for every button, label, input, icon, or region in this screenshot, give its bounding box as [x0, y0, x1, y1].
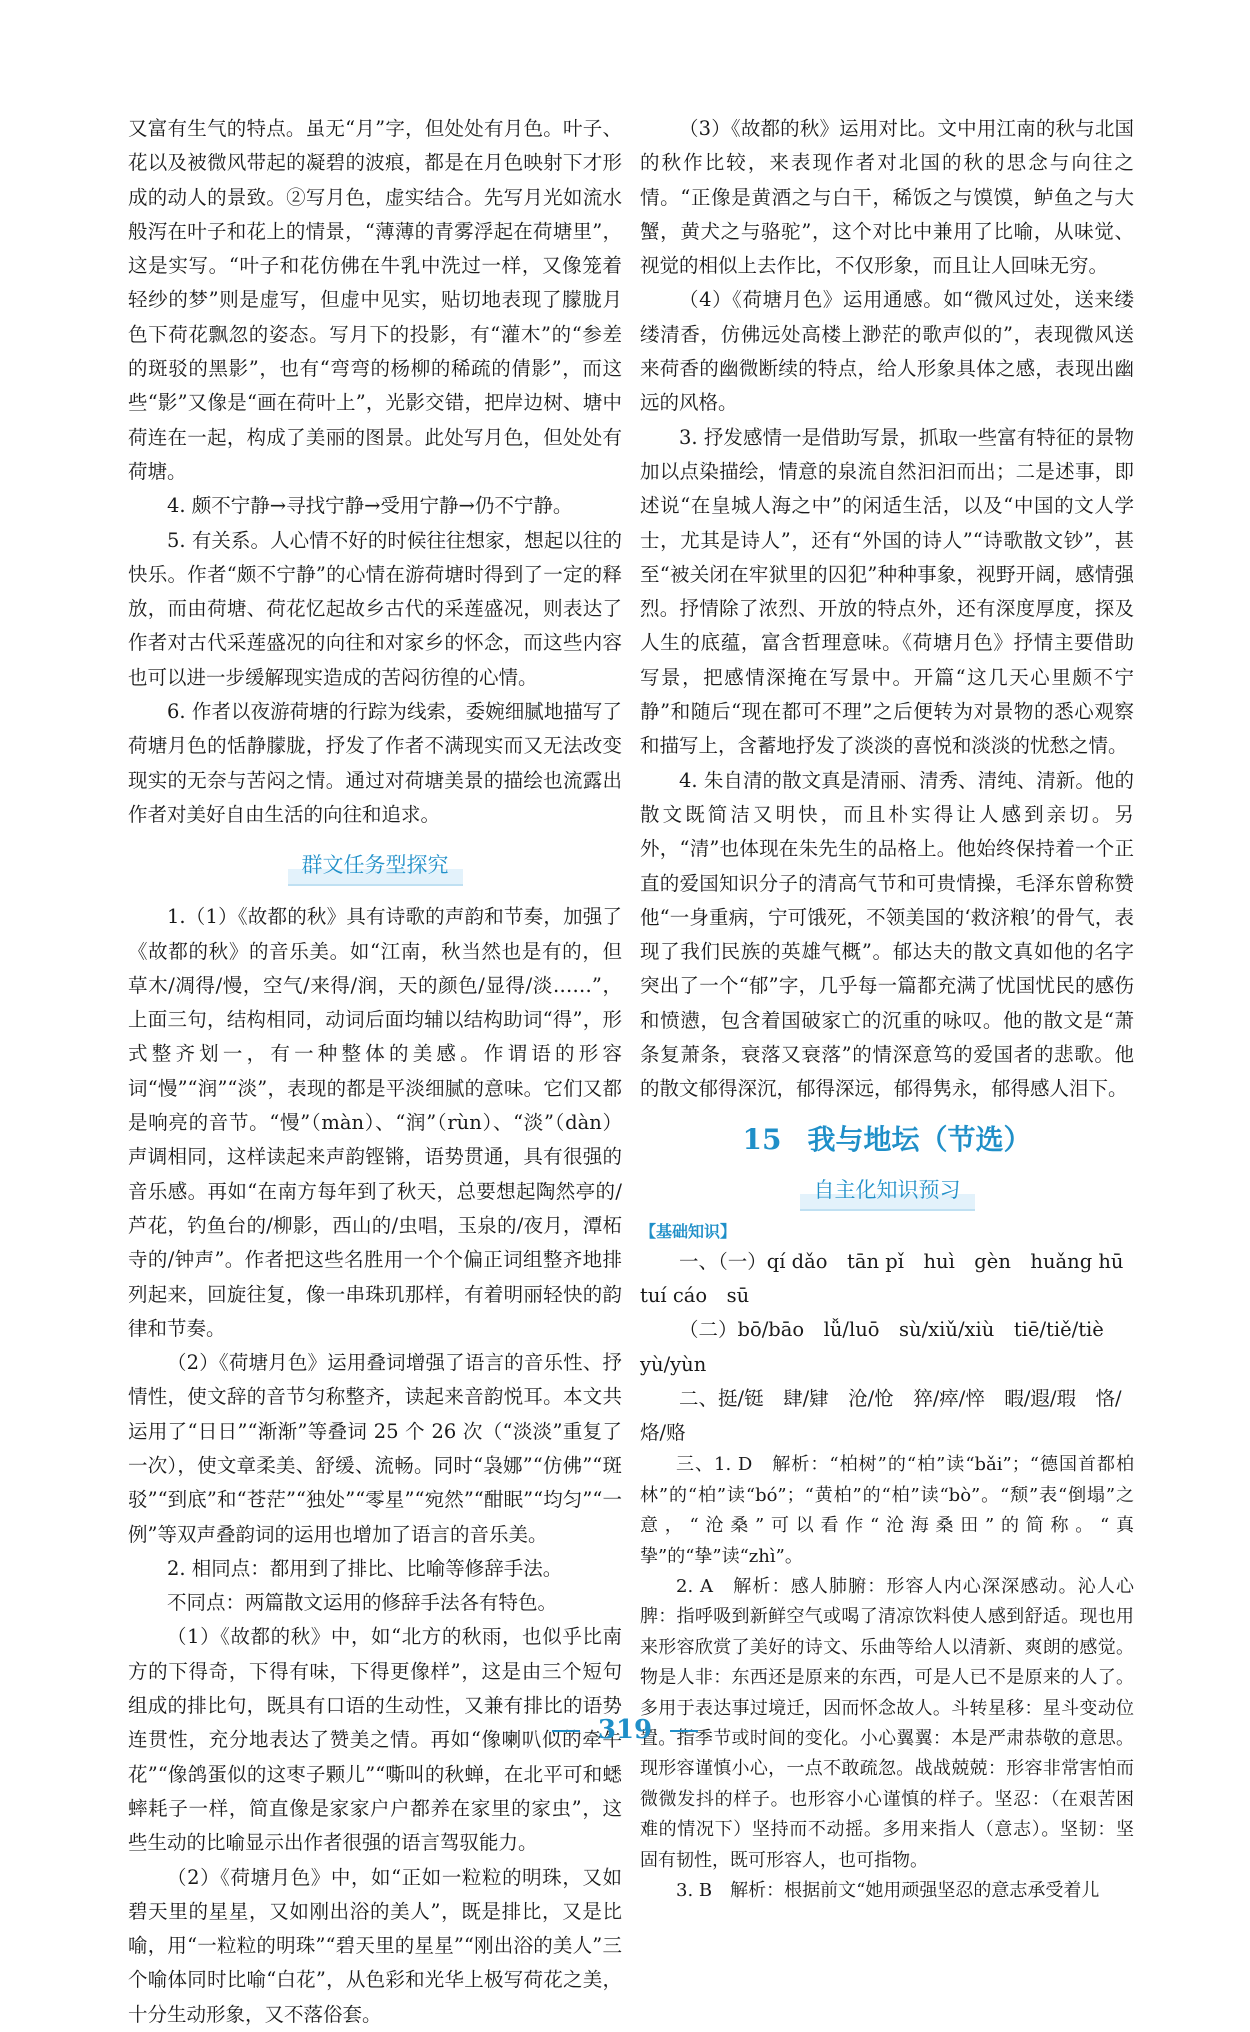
- paragraph: 又富有生气的特点。虽无“月”字，但处处有月色。叶子、花以及被微风带起的凝碧的波痕，都是在月色映射下才形成的动人的景致。②写月色，虚实结合。先写月光如流水般泻在叶子和花上的情景，“薄薄的青雾浮起在荷塘里”，这是实写。“叶子和花仿佛在牛乳中洗过一样，又像笼着轻纱的梦”则是虚写，但虚中见实，贴切地表现了朦胧月色下荷花飘忽的姿态。写月下的投影，有“灌木”的“参差的斑驳的黑影”，也有“弯弯的杨柳的稀疏的倩影”，而这些“影”又像是“画在荷叶上”，光影交错，把岸边树、塘中荷连在一起，构成了美丽的图景。此处写月色，但处处有荷塘。: [128, 117, 622, 483]
- lesson-number: 15: [742, 1122, 782, 1156]
- section-title: [640, 1171, 1134, 1209]
- paragraph: （2）《荷塘月色》中，如“正如一粒粒的明珠，又如碧天里的星星，又如刚出浴的美人”，既是排比，又是比喻，用“一粒粒的明珠”“碧天里的星星”“刚出浴的美人”三个喻体同时比喻“白花”，从色彩和光华上极写荷花之美，十分生动形象，又不落俗套。: [128, 1865, 622, 2026]
- paragraph: 2. 相同点：都用到了排比、比喻等修辞手法。: [167, 1556, 563, 1580]
- page-footer: [0, 1715, 1250, 1745]
- pinyin-line: （二）bō/bāo lǚ/luō sù/xiǔ/xiù tiē/tiě/tiè yù/yùn: [640, 1318, 1124, 1376]
- section-title-text: 群文任务型探究: [288, 846, 463, 886]
- paragraph: 4. 颇不宁静→寻找宁静→受用宁静→仍不宁静。: [167, 494, 573, 518]
- footer-rule-left: [552, 1730, 580, 1732]
- page-number: 319: [597, 1715, 653, 1745]
- paragraph: （1）《故都的秋》中，如“北方的秋雨，也似乎比南方的下得奇，下得有味，下得更像样”，这是由三个短句组成的排比句，既具有口语的生动性，又兼有排比的语势连贯性，充分地表达了赞美之情。再如“像喇叭似的牵牛花”“像鸽蛋似的这枣子颗儿”“嘶叫的秋蝉，在北平可和蟋蟀耗子一样，简直像是家家户户都养在家里的家虫”，这些生动的比喻显示出作者很强的语言驾驭能力。: [128, 1625, 622, 1855]
- lesson-title: 我与地坛（节选）: [807, 1122, 1032, 1156]
- answer-paragraph: 三、1. D 解析：“柏树”的“柏”读“bǎi”；“德国首都柏林”的“柏”读“bó”；“黄柏”的“柏”读“bò”。“颓”表“倒塌”之意，“沧桑”可以看作“沧海桑田”的简称。“真挚”的“挚”读“zhì”。: [640, 1454, 1134, 1567]
- paragraph: （3）《故都的秋》运用对比。文中用江南的秋与北国的秋作比较，来表现作者对北国的秋的思念与向往之情。“正像是黄酒之与白干，稀饭之与馍馍，鲈鱼之与大蟹，黄犬之与骆驼”，这个对比中兼用了比喻，从味觉、视觉的相似上去作比，不仅形象，而且让人回味无穷。: [640, 117, 1134, 278]
- answer-paragraph: 3. B 解析：根据前文“她用顽强坚忍的意志承受着儿: [676, 1880, 1100, 1902]
- paragraph: 4. 朱自清的散文真是清丽、清秀、清纯、清新。他的散文既简洁又明快，而且朴实得让人感到亲切。另外，“清”也体现在朱先生的品格上。他始终保持着一个正直的爱国知识分子的清高气节和可贵情操，毛泽东曾称赞他“一身重病，宁可饿死，不领美国的‘救济粮’的骨气，表现了我们民族的英雄气概”。郁达夫的散文真如他的名字突出了一个“郁”字，几乎每一篇都充满了忧国忧民的感伤和愤懑，包含着国破家亡的沉重的咏叹。他的散文是“萧条复萧条，衰落又衰落”的情深意笃的爱国者的悲歌。他的散文郁得深沉，郁得深远，郁得隽永，郁得感人泪下。: [640, 768, 1134, 1101]
- section-title-text: 自主化知识预习: [800, 1171, 975, 1211]
- footer-rule-right: [670, 1730, 698, 1732]
- paragraph: 3. 抒发感情一是借助写景，抓取一些富有特征的景物加以点染描绘，情意的泉流自然汩汩而出；二是述事，即述说“在皇城人海之中”的闲适生活，以及“中国的文人学士，尤其是诗人”，还有“外国的诗人”“诗歌散文钞”，甚至“被关闭在牢狱里的囚犯”种种事象，视野开阔，感情强烈。抒情除了浓烈、开放的特点外，还有深度厚度，探及人生的底蕴，富含哲理意味。《荷塘月色》抒情主要借助写景，把感情深掩在写景中。开篇“这几天心里颇不宁静”和随后“现在都可不理”之后便转为对景物的悉心观察和描写上，含蓄地抒发了淡淡的喜悦和淡淡的忧愁之情。: [640, 425, 1134, 758]
- section-title: [128, 846, 622, 884]
- answer-paragraph: 2. A 解析：感人肺腑：形容人内心深深感动。沁人心脾：指呼吸到新鲜空气或喝了清凉饮料使人感到舒适。现也用来形容欣赏了美好的诗文、乐曲等给人以清新、爽朗的感觉。物是人非：东西还是原来的东西，可是人已不是原来的人了。多用于表达事过境迁，因而怀念故人。斗转星移：星斗变动位置。指季节或时间的变化。小心翼翼：本是严肃恭敬的意思。现形容谨慎小心，一点不敢疏忽。战战兢兢：形容非常害怕而微微发抖的样子。也形容小心谨慎的样子。坚忍：（在艰苦困难的情况下）坚持而不动摇。多用来指人（意志）。坚韧：坚固有韧性，既可形容人，也可指物。: [640, 1576, 1134, 1871]
- paragraph: （4）《荷塘月色》运用通感。如“微风过处，送来缕缕清香，仿佛远处高楼上渺茫的歌声似的”，表现微风送来荷香的幽微断续的特点，给人形象具体之感，表现出幽远的风格。: [640, 288, 1134, 415]
- right-column: [640, 112, 1144, 1906]
- paragraph: 不同点：两篇散文运用的修辞手法各有特色。: [167, 1591, 558, 1615]
- pinyin-line: 一、（一）qí dǎo tān pǐ huì gèn huǎng hū tuí cáo sū: [640, 1249, 1144, 1307]
- paragraph: 5. 有关系。人心情不好的时候往往想家，想起以往的快乐。作者“颇不宁静”的心情在游荷塘时得到了一定的释放，而由荷塘、荷花忆起故乡古代的采莲盛况，则表达了作者对古代采莲盛况的向往和对家乡的怀念，而这些内容也可以进一步缓解现实造成的苦闷彷徨的心情。: [128, 528, 622, 689]
- paragraph: （2）《荷塘月色》运用叠词增强了语言的音乐性、抒情性，使文辞的音节匀称整齐，读起来音韵悦耳。本文共运用了“日日”“渐渐”等叠词 25 个 26 次（“淡淡”重复了一次），使文章柔美、舒缓、流畅。同时“袅娜”“仿佛”“斑驳”“到底”和“苍茫”“独处”“零星”“宛然”“酣眠”“均匀”“一例”等双声叠韵词的运用也增加了语言的音乐美。: [128, 1351, 622, 1546]
- paragraph: 1.（1）《故都的秋》具有诗歌的声韵和节奏，加强了《故都的秋》的音乐美。如“江南，秋当然也是有的，但草木/凋得/慢，空气/来得/润，天的颜色/显得/淡……”，上面三句，结构相同，动词后面均辅以结构助词“得”，形式整齐划一，有一种整体的美感。作谓语的形容词“慢”“润”“淡”，表现的都是平淡细腻的意味。它们又都是响亮的音节。“慢”（màn）、“润”（rùn）、“淡”（dàn）声调相同，这样读起来声韵铿锵，语势贯通，具有很强的音乐感。再如“在南方每年到了秋天，总要想起陶然亭的/芦花，钓鱼台的/柳影，西山的/虫唱，玉泉的/夜月，潭柘寺的/钟声”。作者把这些名胜用一个个偏正词组整齐地排列起来，回旋往复，像一串珠玑那样，有着明丽轻快的韵律和节奏。: [128, 905, 622, 1340]
- chars-line: 二、挺/铤 肆/肄 沧/怆 猝/瘁/悴 暇/遐/瑕 恪/烙/赂: [640, 1386, 1122, 1445]
- basic-knowledge-tag: 【基础知识】: [640, 1221, 737, 1241]
- paragraph: 6. 作者以夜游荷塘的行踪为线索，委婉细腻地描写了荷塘月色的恬静朦胧，抒发了作者不满现实而又无法改变现实的无奈与苦闷之情。通过对荷塘美景的描绘也流露出作者对美好自由生活的向往和追求。: [128, 700, 622, 826]
- lesson-heading: [640, 1115, 1134, 1165]
